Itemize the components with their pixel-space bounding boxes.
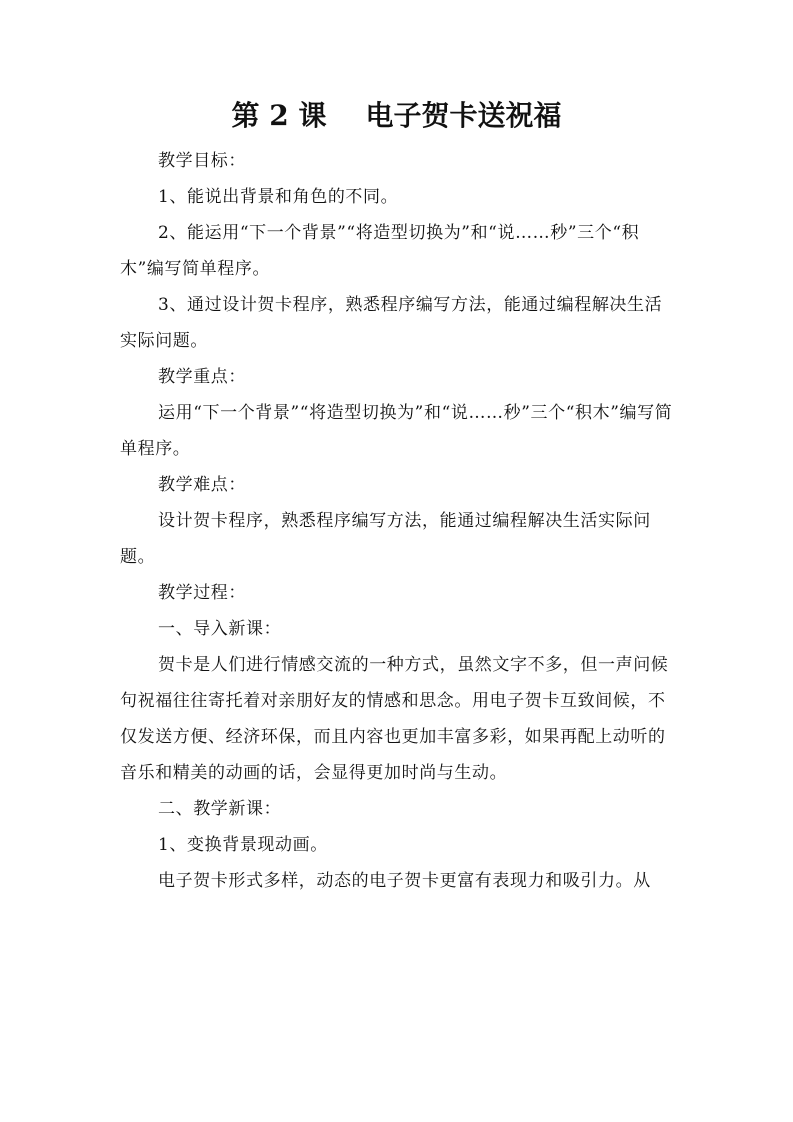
objective-2: 2、能运用“下一个背景”“将造型切换为”和“说……秒”三个“积木”编写简单程序。 (120, 223, 640, 279)
document-body (120, 143, 676, 899)
objective-1: 1、能说出背景和角色的不同。 (158, 187, 399, 207)
intro-paragraph: 贺卡是人们进行情感交流的一种方式，虽然文字不多，但一声问候句祝福往往寄托着对亲朋好友的情感和思念。用电子贺卡互致间候，不仅发送方便、经济环保，而且内容也更加丰富多彩，如果再配上动听的音乐和精美的动画的话，会显得更加时尚与生动。 (120, 655, 669, 783)
difficulties-text: 设计贺卡程序，熟悉程序编写方法，能通过编程解决生活实际问题。 (120, 511, 651, 567)
heading-difficulties: 教学难点： (158, 475, 246, 495)
section-2-heading: 二、教学新课： (158, 799, 282, 819)
subsection-1-heading: 1、变换背景现动画。 (158, 835, 328, 855)
section-1-heading: 一、导入新课： (158, 619, 282, 639)
heading-objectives: 教学目标： (158, 151, 246, 171)
page-title: 第 2 课 电子贺卡送祝福 (231, 99, 562, 132)
heading-key-points: 教学重点： (158, 367, 246, 387)
key-points-text: 运用“下一个背景”“将造型切换为”和“说……秒”三个“积木”编写简单程序。 (120, 403, 673, 459)
heading-process: 教学过程： (158, 583, 246, 603)
objective-3: 3、通过设计贺卡程序，熟悉程序编写方法，能通过编程解决生活实际问题。 (120, 295, 663, 351)
subsection-1-text: 电子贺卡形式多样，动态的电子贺卡更富有表现力和吸引力。从 (158, 871, 651, 891)
